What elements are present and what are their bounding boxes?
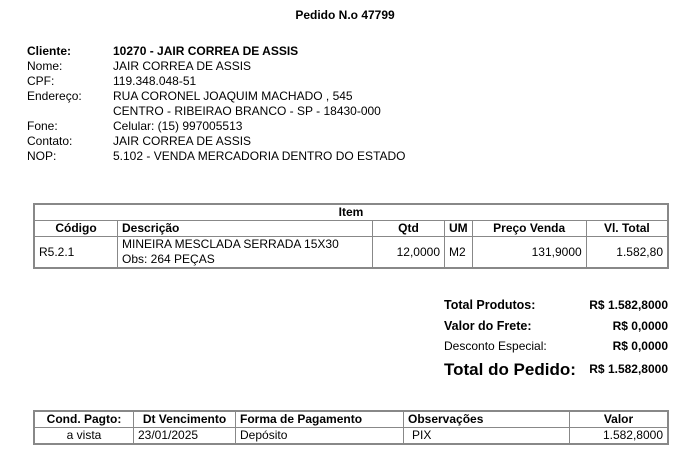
forma: Depósito (236, 428, 404, 445)
table-row (34, 428, 668, 445)
name-label: Nome: (27, 59, 63, 73)
col-valor: Valor (570, 411, 669, 428)
table-row (34, 237, 668, 269)
contact-value: JAIR CORREA DE ASSIS (113, 134, 252, 148)
client-label: Cliente: (27, 44, 72, 58)
desconto-label: Desconto Especial: (444, 339, 547, 353)
venc: 23/01/2025 (134, 428, 236, 445)
address-line1: RUA CORONEL JOAQUIM MACHADO , 545 (113, 89, 353, 103)
um: M2 (445, 237, 473, 269)
col-preco: Preço Venda (472, 221, 586, 237)
items-caption: Item (34, 204, 668, 221)
obs: PIX (404, 428, 570, 445)
col-qtd: Qtd (373, 221, 445, 237)
items-table (33, 203, 669, 269)
descricao (118, 237, 373, 269)
cpf-value: 119.348.048-51 (113, 74, 197, 88)
col-descricao: Descrição (118, 221, 373, 237)
contact-label: Contato: (27, 134, 73, 148)
preco: 131,9000 (472, 237, 586, 269)
phone-label: Fone: (27, 119, 58, 133)
nop-value: 5.102 - VENDA MERCADORIA DENTRO DO ESTADO (113, 149, 406, 163)
cond: a vista (34, 428, 134, 445)
col-um: UM (445, 221, 473, 237)
col-obs: Observações (404, 411, 570, 428)
valor: 1.582,8000 (570, 428, 669, 445)
phone-value: Celular: (15) 997005513 (113, 119, 243, 133)
col-total: Vl. Total (586, 221, 668, 237)
descricao-obs: Obs: 264 PEÇAS (122, 252, 215, 266)
page-title: Pedido N.o 47799 (295, 8, 395, 22)
total-pedido-value: R$ 1.582,8000 (589, 362, 668, 376)
col-forma: Forma de Pagamento (236, 411, 404, 428)
client-value: 10270 - JAIR CORREA DE ASSIS (113, 44, 299, 58)
total-produtos-label: Total Produtos: (444, 298, 536, 312)
codigo: R5.2.1 (34, 237, 118, 269)
total-pedido-label: Total do Pedido: (444, 360, 576, 379)
frete-label: Valor do Frete: (444, 319, 532, 333)
nop-label: NOP: (27, 149, 57, 163)
col-cond: Cond. Pagto: (34, 411, 134, 428)
total-produtos-value: R$ 1.582,8000 (589, 298, 668, 312)
descricao-text: MINEIRA MESCLADA SERRADA 15X30 (122, 237, 339, 251)
total: 1.582,80 (586, 237, 668, 269)
frete-value: R$ 0,0000 (612, 319, 668, 333)
qtd: 12,0000 (373, 237, 445, 269)
name-value: JAIR CORREA DE ASSIS (113, 59, 252, 73)
cpf-label: CPF: (27, 74, 55, 88)
address-line2: CENTRO - RIBEIRAO BRANCO - SP - 18430-000 (113, 104, 381, 118)
col-venc: Dt Vencimento (134, 411, 236, 428)
payment-table (33, 410, 669, 445)
col-codigo: Código (34, 221, 118, 237)
desconto-value: R$ 0,0000 (612, 339, 668, 353)
address-label: Endereço: (27, 89, 82, 103)
